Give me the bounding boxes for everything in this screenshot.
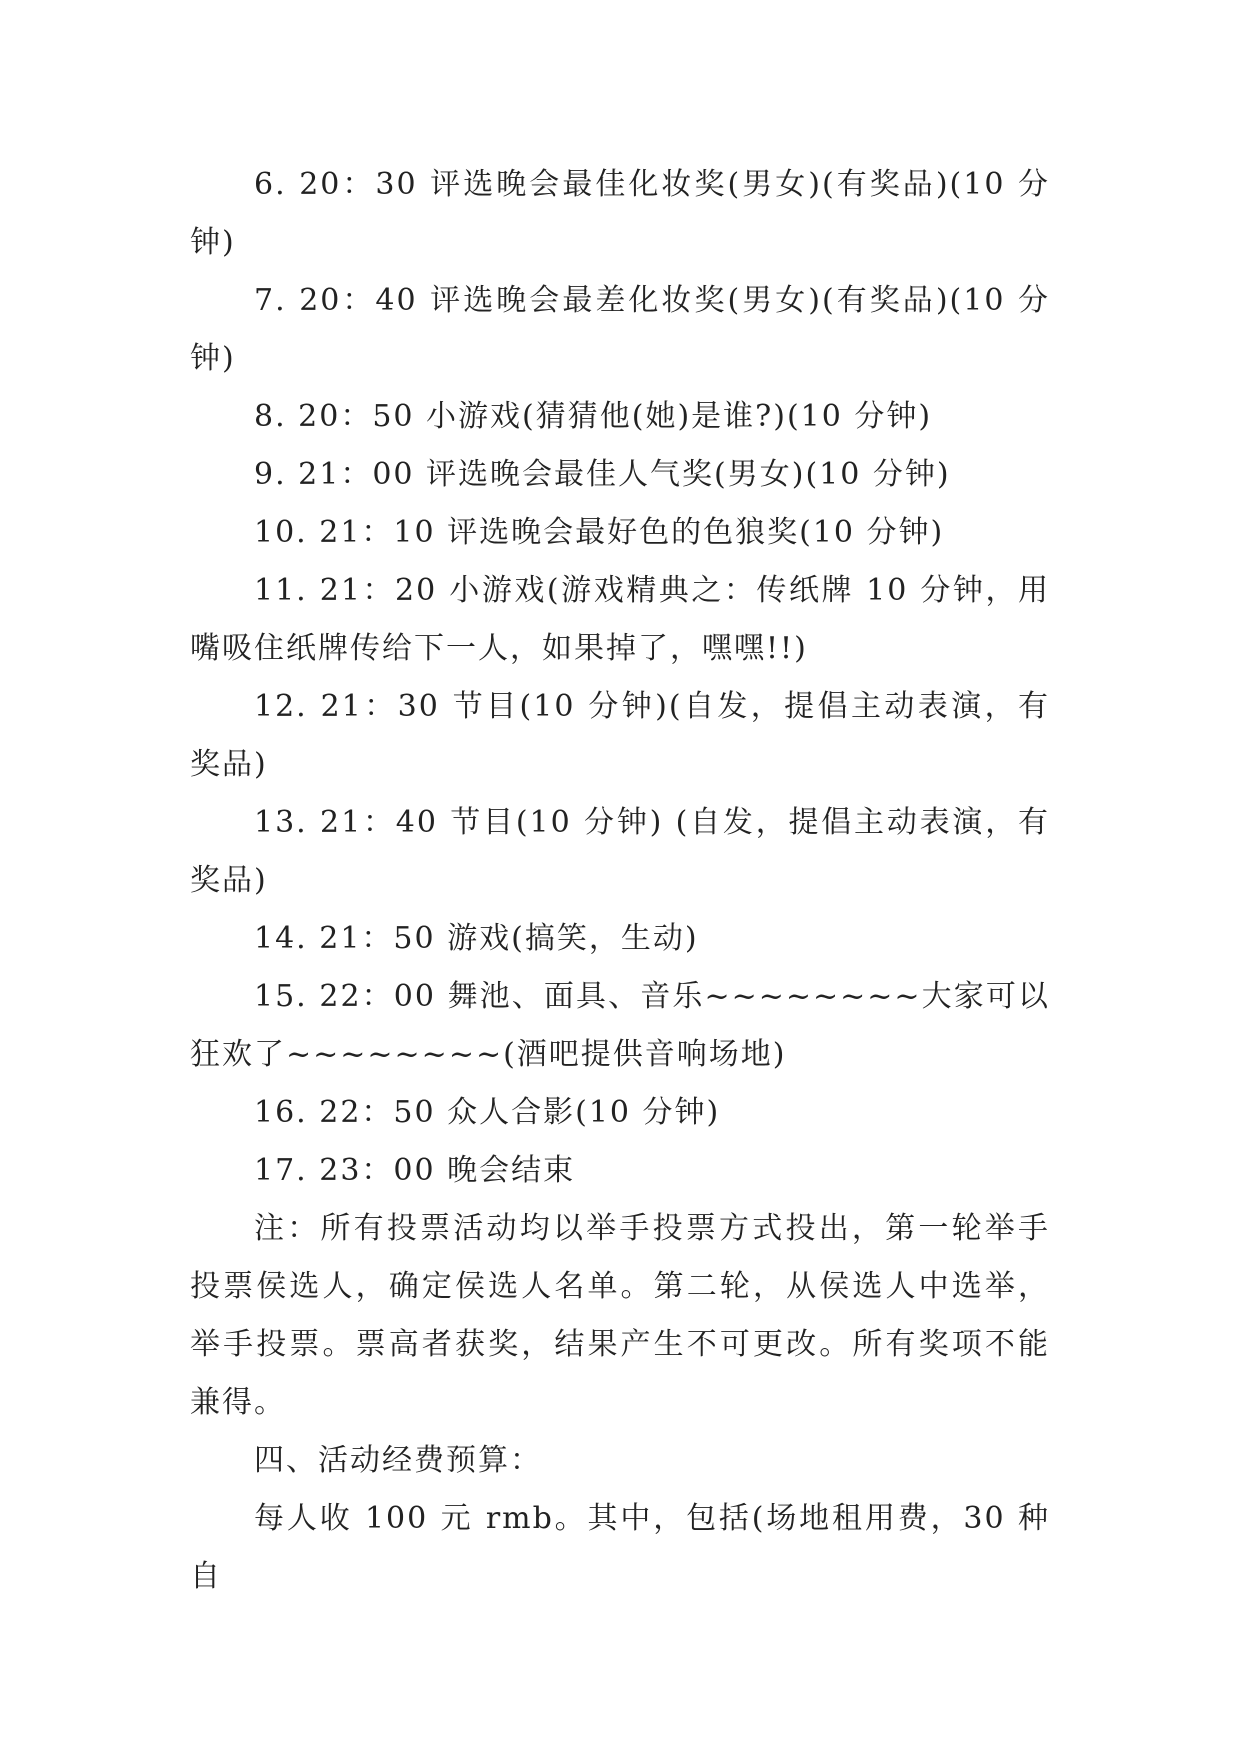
voting-note: 注：所有投票活动均以举手投票方式投出，第一轮举手投票侯选人，确定侯选人名单。第二轮，从侯选人中选举，举手投票。票高者获奖，结果产生不可更改。所有奖项不能兼得。 <box>190 1211 1050 1420</box>
section-heading-budget: 四、活动经费预算： <box>254 1443 542 1478</box>
program-item-10: 10. 21：10 评选晚会最好色的色狼奖(10 分钟) <box>254 515 945 550</box>
program-item-12: 12. 21：30 节目(10 分钟)(自发，提倡主动表演，有奖品) <box>190 689 1050 782</box>
program-item-13: 13. 21：40 节目(10 分钟) (自发，提倡主动表演，有奖品) <box>190 805 1050 898</box>
budget-text: 每人收 100 元 rmb。其中，包括(场地租用费，30 种自 <box>190 1501 1050 1594</box>
program-item-7: 7. 20：40 评选晚会最差化妆奖(男女)(有奖品)(10 分钟) <box>190 283 1050 376</box>
program-item-17: 17. 23：00 晚会结束 <box>254 1153 576 1188</box>
program-item-16: 16. 22：50 众人合影(10 分钟) <box>254 1095 721 1130</box>
program-item-8: 8. 20：50 小游戏(猜猜他(她)是谁?)(10 分钟) <box>254 399 933 434</box>
program-item-6: 6. 20：30 评选晚会最佳化妆奖(男女)(有奖品)(10 分钟) <box>190 167 1050 260</box>
document-body <box>190 156 1050 1606</box>
program-item-15: 15. 22：00 舞池、面具、音乐~~~~~~~~大家可以狂欢了~~~~~~~~(酒吧提供音响场地) <box>190 979 1050 1072</box>
program-item-9: 9. 21：00 评选晚会最佳人气奖(男女)(10 分钟) <box>254 457 951 492</box>
program-item-14: 14. 21：50 游戏(搞笑，生动) <box>254 921 699 956</box>
program-item-11: 11. 21：20 小游戏(游戏精典之：传纸牌 10 分钟，用嘴吸住纸牌传给下一人，如果掉了，嘿嘿!!) <box>190 573 1050 666</box>
